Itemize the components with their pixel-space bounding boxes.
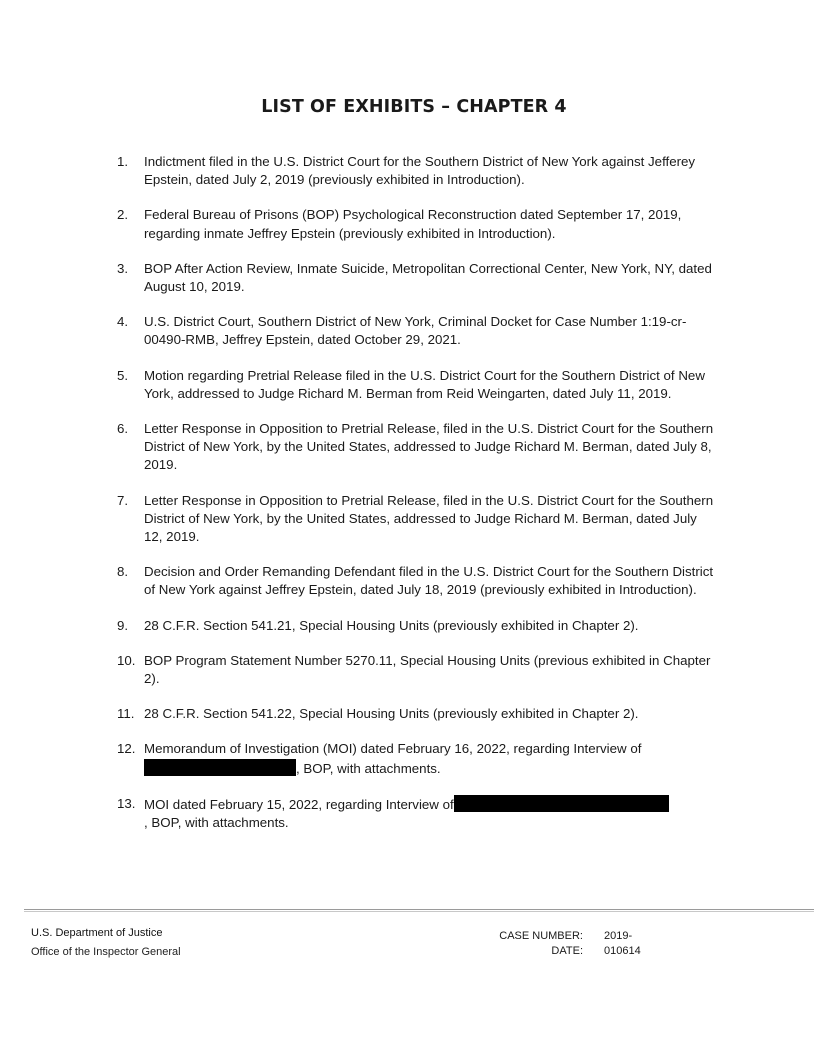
exhibit-text: Letter Response in Opposition to Pretrial Release, filed in the U.S. District Court for the Southern District of New York, by the United States, addressed to Judge Richard M. Berman, dated July 12, 2019.	[144, 492, 714, 545]
exhibit-number: 13.	[117, 795, 136, 811]
exhibit-text: 28 C.F.R. Section 541.22, Special Housing Units (previously exhibited in Chapter 2).	[144, 706, 639, 722]
footer-divider	[24, 909, 814, 912]
case-number-label: CASE NUMBER:	[499, 930, 583, 942]
exhibit-item	[117, 260, 717, 296]
exhibit-number: 12.	[117, 741, 136, 757]
exhibit-item	[117, 492, 717, 547]
exhibit-text-after: , BOP, with attachments.	[296, 760, 441, 776]
exhibit-number: 3.	[117, 260, 129, 276]
redaction-block	[144, 759, 296, 776]
exhibit-text: Decision and Order Remanding Defendant filed in the U.S. District Court for the Southern District of New York against Jeffrey Epstein, dated July 18, 2019 (previously exhibited in Introduction).	[144, 564, 714, 598]
exhibit-text: 28 C.F.R. Section 541.21, Special Housing Units (previously exhibited in Chapter 2).	[144, 617, 639, 633]
exhibit-text: Letter Response in Opposition to Pretrial Release, filed in the U.S. District Court for the Southern District of New York, by the United States, addressed to Judge Richard M. Berman, dated July 8, 2019.	[144, 421, 714, 473]
exhibit-text: Indictment filed in the U.S. District Court for the Southern District of New York against Jefferey Epstein, dated July 2, 2019 (previously exhibited in Introduction).	[144, 154, 696, 188]
exhibit-item	[117, 420, 717, 475]
exhibit-text: BOP After Action Review, Inmate Suicide, Metropolitan Correctional Center, New York, NY, dated August 10, 2019.	[144, 260, 712, 295]
exhibit-item	[117, 705, 717, 723]
exhibit-number: 10.	[117, 652, 136, 668]
exhibit-list	[117, 153, 717, 849]
footer-office: Office of the Inspector General	[31, 946, 181, 958]
date-label: DATE:	[551, 945, 583, 957]
case-number-value: 2019-010614	[604, 930, 641, 957]
exhibit-number: 2.	[117, 207, 129, 223]
exhibit-text: Motion regarding Pretrial Release filed in the U.S. District Court for the Southern District of New York, addressed to Judge Richard M. Berman from Reid Weingarten, dated July 11, 2019.	[144, 367, 705, 401]
exhibit-number: 8.	[117, 564, 129, 580]
exhibit-number: 7.	[117, 492, 129, 508]
exhibit-item	[117, 652, 717, 688]
exhibit-item	[117, 795, 717, 832]
footer-department: U.S. Department of Justice	[31, 927, 163, 939]
exhibit-item	[117, 313, 717, 349]
exhibit-number: 5.	[117, 367, 129, 383]
exhibit-text: Federal Bureau of Prisons (BOP) Psychological Reconstruction dated September 17, 2019, regarding inmate Jeffrey Epstein (previously exhibited in Introduction).	[144, 207, 682, 241]
exhibit-item	[117, 206, 717, 242]
exhibit-item	[117, 740, 717, 777]
exhibit-number: 4.	[117, 314, 129, 330]
exhibit-number: 11.	[117, 706, 135, 722]
exhibit-item	[117, 563, 717, 599]
page-title: LIST OF EXHIBITS – CHAPTER 4	[261, 97, 567, 117]
exhibit-item	[117, 367, 717, 403]
exhibit-number: 1.	[117, 154, 129, 169]
redaction-block	[454, 795, 669, 812]
exhibit-text: U.S. District Court, Southern District of New York, Criminal Docket for Case Number 1:19-cr-00490-RMB, Jeffrey Epstein, dated October 29, 2021.	[144, 314, 687, 348]
exhibit-item	[117, 617, 717, 635]
exhibit-text: BOP Program Statement Number 5270.11, Special Housing Units (previous exhibited in Chapter 2).	[144, 652, 711, 687]
exhibit-item	[117, 153, 717, 189]
exhibit-number: 6.	[117, 421, 129, 437]
exhibit-text-before: Memorandum of Investigation (MOI) dated February 16, 2022, regarding Interview of	[144, 741, 642, 757]
exhibit-text-before: MOI dated February 15, 2022, regarding Interview of	[144, 796, 454, 812]
exhibit-number: 9.	[117, 617, 129, 633]
exhibit-text-after: , BOP, with attachments.	[144, 815, 289, 831]
footer-agency	[31, 924, 181, 962]
